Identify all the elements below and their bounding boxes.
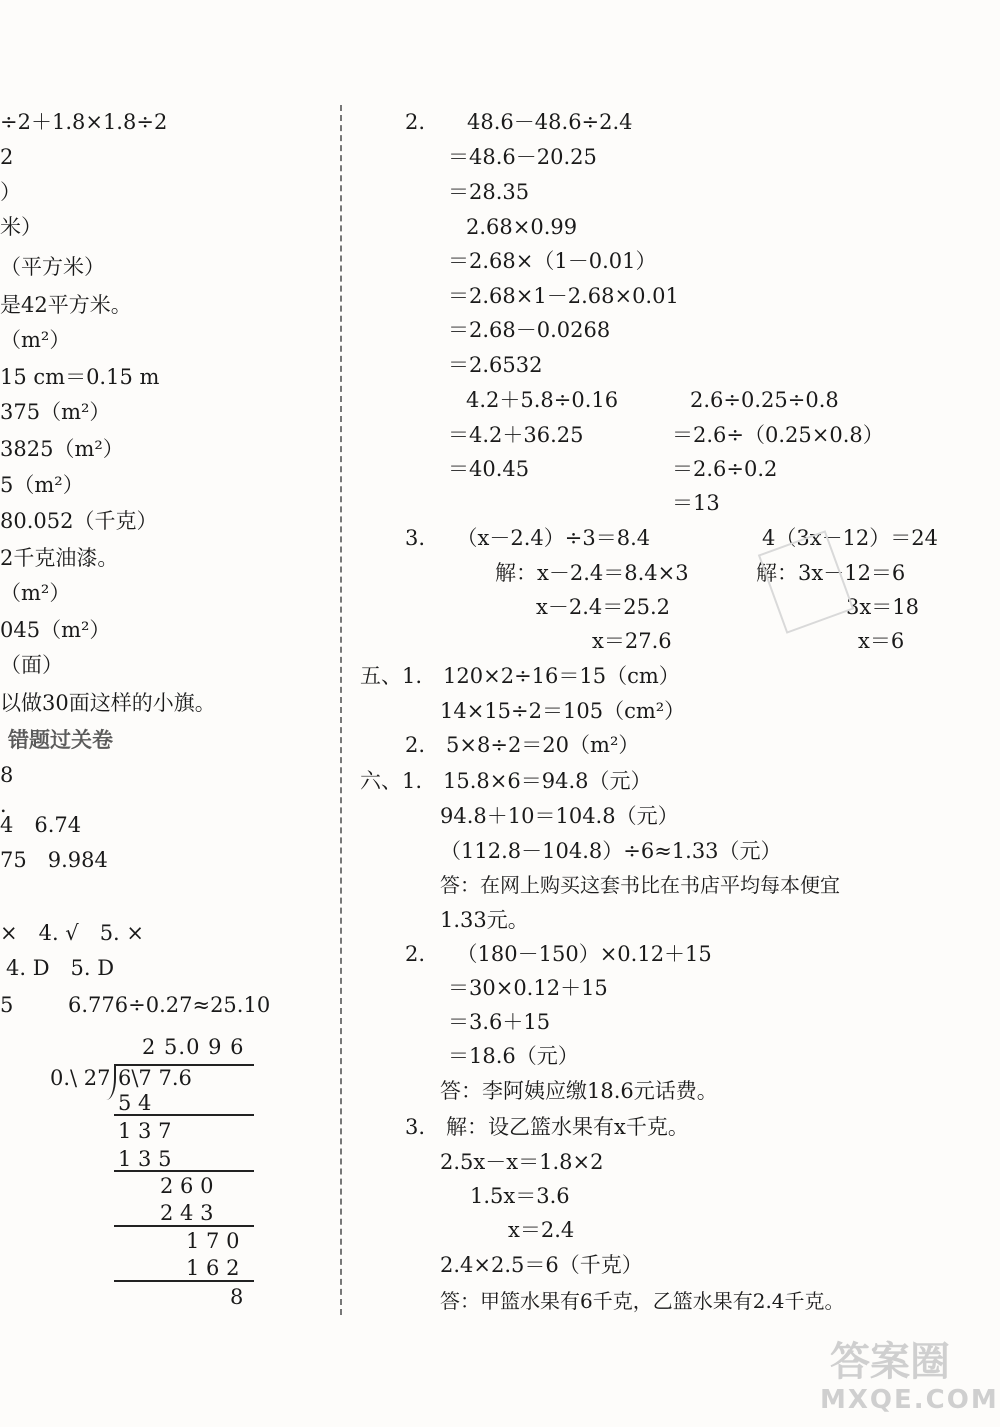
right-line: 3. （x－2.4）÷3＝8.4 (405, 526, 651, 550)
right-line: 1.33元。 (440, 908, 529, 932)
right-line: ＝13 (672, 491, 720, 515)
left-line: 8 (0, 763, 14, 787)
right-line: ＝28.35 (448, 180, 530, 204)
right-line: 4.2＋5.8÷0.16 (466, 388, 619, 412)
right-line: 五、1. 120×2÷16＝15（cm） (360, 664, 680, 688)
division-quotient: 2 5.0 9 6 (142, 1035, 245, 1059)
right-line: 2. （180－150）×0.12＋15 (405, 942, 712, 966)
division-remainder: 8 (230, 1285, 244, 1309)
left-line: 75 9.984 (0, 848, 108, 872)
division-divisor: 0.\ 27 (50, 1066, 111, 1090)
right-line: x－2.4＝25.2 (536, 595, 670, 619)
right-line: 2.5x－x＝1.8×2 (440, 1150, 604, 1174)
right-line: 六、1. 15.8×6＝94.8（元） (360, 769, 652, 793)
left-line: 6.776÷0.27≈25.10 (68, 993, 271, 1017)
right-line: ＝30×0.12＋15 (448, 976, 608, 1000)
division-step: 1 3 5 (118, 1147, 172, 1171)
left-line: × 4. √ 5. × (0, 921, 144, 945)
right-line: 答：李阿姨应缴18.6元话费。 (440, 1079, 718, 1103)
left-line: 以做30面这样的小旗。 (0, 691, 216, 715)
right-line: 94.8＋10＝104.8（元） (440, 804, 679, 828)
left-line: 045（m²） (0, 618, 111, 642)
left-line: 3825（m²） (0, 437, 124, 461)
right-line: 2. 48.6－48.6÷2.4 (405, 110, 633, 134)
left-line: 80.052（千克） (0, 509, 158, 533)
right-line: 答：甲篮水果有6千克，乙篮水果有2.4千克。 (440, 1289, 845, 1313)
division-step: 2 4 3 (160, 1201, 214, 1225)
right-line: ＝2.6532 (448, 353, 543, 377)
right-line: 2.4×2.5＝6（千克） (440, 1253, 643, 1277)
right-line: 答：在网上购买这套书比在书店平均每本便宜 (440, 873, 840, 897)
right-line: 解：x－2.4＝8.4×3 (495, 561, 689, 585)
watermark-logo: 答案圈 (830, 1339, 950, 1385)
watermark-url: MXQE.COM (820, 1385, 999, 1415)
right-line: 1.5x＝3.6 (470, 1184, 570, 1208)
right-line: ＝2.6÷（0.25×0.8） (672, 423, 884, 447)
division-step: 1 3 7 (118, 1119, 172, 1143)
right-line: 3. 解：设乙篮水果有x千克。 (405, 1115, 689, 1139)
right-line: ＝3.6＋15 (448, 1010, 551, 1034)
right-line: ＝2.6÷0.2 (672, 457, 778, 481)
right-line: 4（3x－12）＝24 (762, 526, 939, 550)
right-line: （112.8－104.8）÷6≈1.33（元） (440, 839, 782, 863)
right-line: ＝18.6（元） (448, 1044, 579, 1068)
right-line: x＝2.4 (508, 1218, 575, 1242)
section-heading: 错题过关卷 (8, 728, 113, 752)
left-line: 4 6.74 (0, 813, 82, 837)
right-line: 2.68×0.99 (466, 215, 578, 239)
division-step: 1 6 2 (186, 1256, 240, 1280)
right-line: 14×15÷2＝105（cm²） (440, 699, 686, 723)
left-line: （m²） (0, 581, 71, 605)
left-line: ） (0, 180, 21, 204)
left-line: （平方米） (0, 255, 105, 279)
left-line: （m²） (0, 328, 71, 352)
left-line: 2千克油漆。 (0, 546, 119, 570)
right-line: x＝6 (858, 629, 905, 653)
left-line: 375（m²） (0, 400, 111, 424)
right-line: ＝4.2＋36.25 (448, 423, 584, 447)
right-line: 解：3x－12＝6 (756, 561, 906, 585)
right-line: ＝48.6－20.25 (448, 145, 597, 169)
left-line: （面） (0, 653, 63, 677)
right-line: 3x＝18 (846, 595, 919, 619)
right-line: 2. 5×8÷2＝20（m²） (405, 733, 640, 757)
left-line: ． (0, 793, 21, 817)
left-line: 米） (0, 215, 42, 239)
division-step: 1 7 0 (186, 1229, 240, 1253)
column-divider (340, 105, 342, 1315)
right-line: ＝2.68－0.0268 (448, 318, 611, 342)
left-line: 2 (0, 145, 14, 169)
right-line: ＝40.45 (448, 457, 530, 481)
division-step: 5 4 (118, 1091, 152, 1115)
left-line: 是42平方米。 (0, 293, 132, 317)
division-step: 2 6 0 (160, 1174, 214, 1198)
division-dividend: 6\7 7.6 (118, 1066, 192, 1090)
right-line: x＝27.6 (592, 629, 672, 653)
left-line: ÷2＋1.8×1.8÷2 (0, 110, 168, 134)
right-line: ＝2.68×（1－0.01） (448, 249, 657, 273)
right-line: 2.6÷0.25÷0.8 (690, 388, 839, 412)
left-line: 15 cm＝0.15 m (0, 365, 160, 389)
left-line: 4. D 5. D (6, 956, 115, 980)
left-line: 5 (0, 993, 14, 1017)
right-line: ＝2.68×1－2.68×0.01 (448, 284, 679, 308)
left-line: 5（m²） (0, 473, 84, 497)
